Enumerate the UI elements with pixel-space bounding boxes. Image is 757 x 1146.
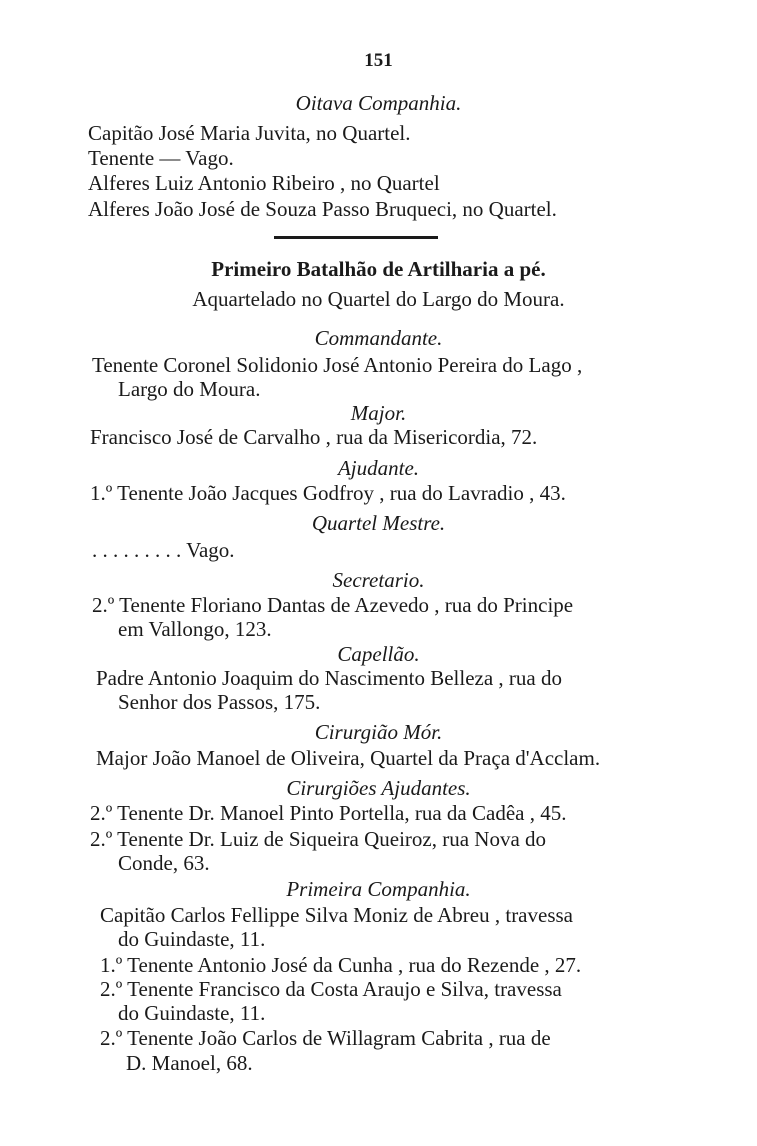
heading-major: Major. <box>350 401 407 425</box>
heading-secretario: Secretario. <box>332 568 425 592</box>
text-line: Alferes João José de Souza Passo Bruqueci, no Quartel. <box>88 197 557 221</box>
text-line: Largo do Moura. <box>118 377 261 401</box>
text-line: 2.º Tenente João Carlos de Willagram Cabrita , rua de <box>100 1026 551 1050</box>
text-line: do Guindaste, 11. <box>118 927 266 951</box>
heading-oitava-companhia: Oitava Companhia. <box>295 91 462 115</box>
section-divider <box>274 236 438 239</box>
text-line: em Vallongo, 123. <box>118 617 272 641</box>
heading-cirurgioes-ajudantes: Cirurgiões Ajudantes. <box>286 776 471 800</box>
text-line: Capitão José Maria Juvita, no Quartel. <box>88 121 411 145</box>
heading-ajudante: Ajudante. <box>337 456 420 480</box>
heading-cirurgiao-mor: Cirurgião Mór. <box>314 720 443 744</box>
page-number: 151 <box>364 50 393 71</box>
text-line: do Guindaste, 11. <box>118 1001 266 1025</box>
text-line: Major João Manoel de Oliveira, Quartel da Praça d'Acclam. <box>96 746 601 770</box>
heading-primeira-companhia: Primeira Companhia. <box>286 877 471 901</box>
text-line: Tenente Coronel Solidonio José Antonio Pereira do Lago , <box>92 353 583 377</box>
text-line: 2.º Tenente Floriano Dantas de Azevedo , rua do Principe <box>92 593 574 617</box>
text-line: 2.º Tenente Francisco da Costa Araujo e Silva, travessa <box>100 977 562 1001</box>
text-line: . . . . . . . . . Vago. <box>92 538 235 562</box>
text-line: 2.º Tenente Dr. Luiz de Siqueira Queiroz, rua Nova do <box>90 827 547 851</box>
text-line: 2.º Tenente Dr. Manoel Pinto Portella, rua da Cadêa , 45. <box>90 801 567 825</box>
heading-quartel-mestre: Quartel Mestre. <box>311 511 446 535</box>
text-line: 1.º Tenente Antonio José da Cunha , rua do Rezende , 27. <box>100 953 582 977</box>
text-line: Conde, 63. <box>118 851 210 875</box>
text-line: Capitão Carlos Fellippe Silva Moniz de Abreu , travessa <box>100 903 573 927</box>
text-line: Padre Antonio Joaquim do Nascimento Belleza , rua do <box>96 666 562 690</box>
heading-commandante: Commandante. <box>314 326 443 350</box>
text-line: Senhor dos Passos, 175. <box>118 690 321 714</box>
text-line: Alferes Luiz Antonio Ribeiro , no Quartel <box>88 171 440 195</box>
text-line: Tenente — Vago. <box>88 146 234 170</box>
section-subtitle: Aquartelado no Quartel do Largo do Moura. <box>192 287 565 311</box>
text-line: D. Manoel, 68. <box>126 1051 253 1075</box>
heading-capellao: Capellão. <box>337 642 420 666</box>
text-line: 1.º Tenente João Jacques Godfroy , rua do Lavradio , 43. <box>90 481 566 505</box>
text-line: Francisco José de Carvalho , rua da Misericordia, 72. <box>90 425 538 449</box>
section-title: Primeiro Batalhão de Artilharia a pé. <box>211 257 546 281</box>
